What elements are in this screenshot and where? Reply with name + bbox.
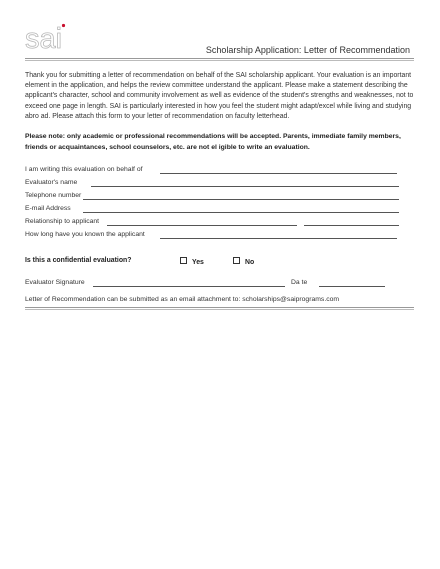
- no-checkbox[interactable]: [233, 257, 240, 264]
- date-line[interactable]: [319, 286, 385, 287]
- date-label: Da te: [291, 279, 308, 286]
- field-on-behalf: [25, 166, 405, 176]
- field-telephone-label: Telephone number: [25, 192, 82, 199]
- field-on-behalf-label: I am writing this evaluation on behalf of: [25, 166, 143, 173]
- logo-text: sai: [25, 23, 63, 52]
- signature-line[interactable]: [93, 286, 285, 287]
- field-email-label: E-mail Address: [25, 205, 71, 212]
- signature-row: [25, 279, 415, 289]
- field-email: [25, 205, 405, 215]
- confidential-no-option[interactable]: [233, 257, 254, 266]
- field-relationship: [25, 218, 405, 228]
- field-evaluator-name-line[interactable]: [91, 186, 399, 187]
- page-title: Scholarship Application: Letter of Recommendation: [205, 45, 410, 55]
- header-divider: [25, 58, 414, 61]
- yes-label: Yes: [192, 259, 204, 266]
- field-how-long-label: How long have you known the applicant: [25, 231, 145, 238]
- field-how-long: [25, 231, 405, 241]
- field-telephone: [25, 192, 405, 202]
- confidential-question: Is this a confidential evaluation?: [25, 257, 132, 264]
- no-label: No: [245, 259, 255, 266]
- logo-dot-icon: [62, 24, 65, 27]
- field-relationship-label: Relationship to applicant: [25, 218, 100, 225]
- field-relationship-line-1[interactable]: [107, 225, 297, 226]
- footer-divider: [25, 307, 414, 310]
- field-evaluator-name-label: Evaluator's name: [25, 179, 78, 186]
- field-how-long-line[interactable]: [160, 238, 397, 239]
- yes-checkbox[interactable]: [180, 257, 187, 264]
- field-email-line[interactable]: [83, 212, 399, 213]
- intro-paragraph: Thank you for submitting a letter of recommendation on behalf of the SAI scholarship applicant. Your evaluation is an important element in the application, and helps the review committee understand the applicant. Please make a statement describing the applicant's character, school and community involvement as well as evidence of the student's strengths and weaknesses, not to exceed one page in length. SAI is particularly interested in how you feel the student might adapt/excel while living and studying abro ad. Please attach this form to your letter of recommendation on faculty letterhead.: [25, 72, 414, 120]
- submission-instructions: Letter of Recommendation can be submitted as an email attachment to: scholarships@saiprograms.com: [25, 296, 340, 303]
- sai-logo: [25, 22, 71, 52]
- field-on-behalf-line[interactable]: [160, 173, 397, 174]
- signature-label: Evaluator Signature: [25, 279, 85, 286]
- field-evaluator-name: [25, 179, 405, 189]
- confidential-yes-option[interactable]: [180, 257, 204, 266]
- eligibility-note: Please note: only academic or professional recommendations will be accepted. Parents, immediate family members, friends or acquaintances, school counselors, etc. are not el igible to write an evaluation.: [25, 133, 401, 151]
- field-telephone-line[interactable]: [83, 199, 399, 200]
- field-relationship-line-2[interactable]: [304, 225, 399, 226]
